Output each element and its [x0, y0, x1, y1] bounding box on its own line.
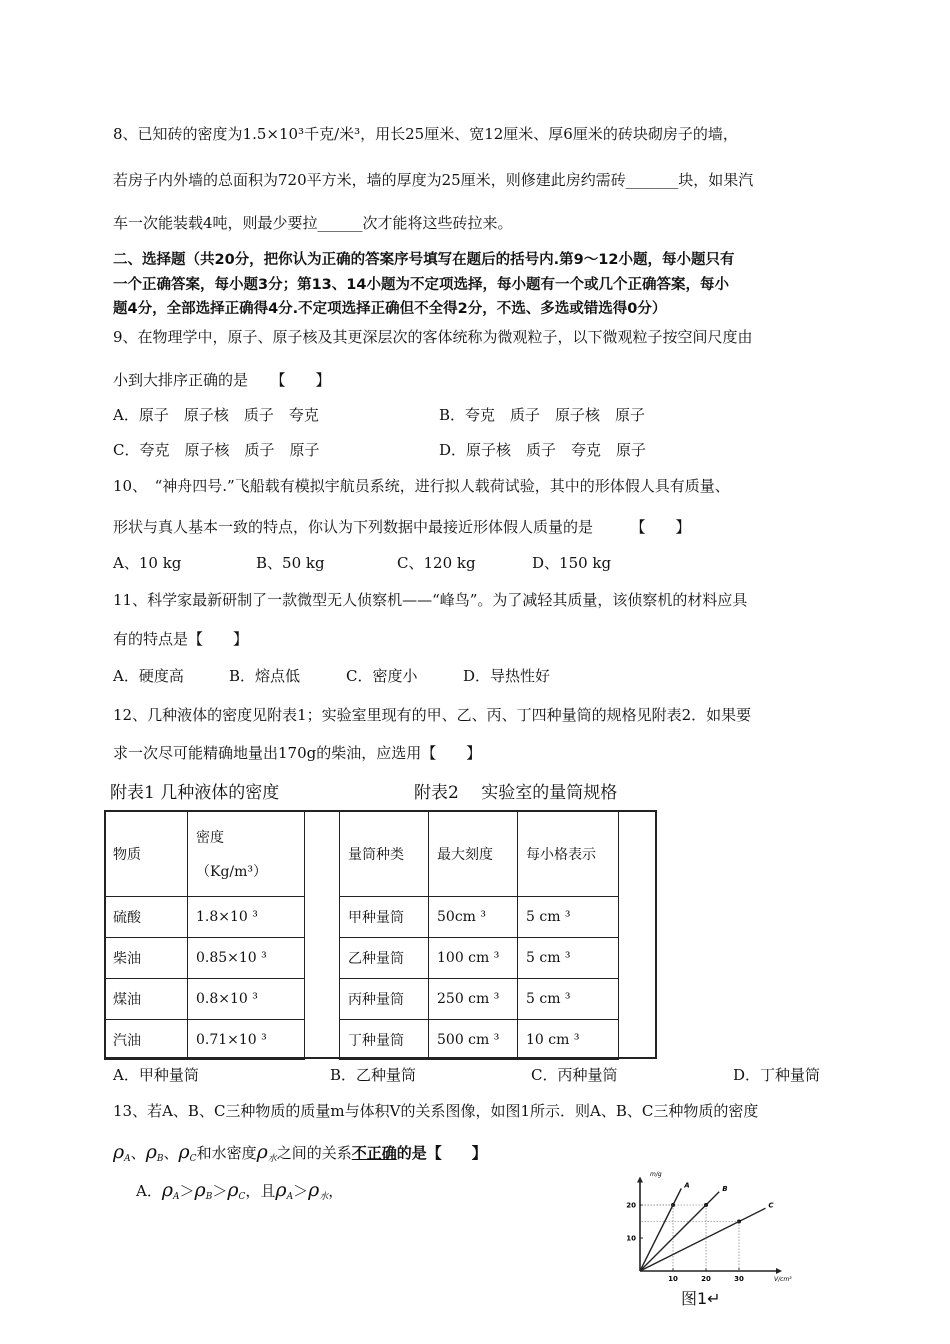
- table2-cell: 10 cm ³: [518, 1020, 619, 1060]
- greater-than: ＞: [212, 1182, 228, 1200]
- subscript-water: 水: [267, 1154, 277, 1164]
- table2-header-division: 每小格表示: [518, 811, 619, 897]
- q8-line1: 8、已知砖的密度为1.5×10³千克/米³，用长25厘米、宽12厘米、厚6厘米的砖块砌房子的墙，: [113, 125, 738, 143]
- table1-cell: 1.8×10 ³: [188, 897, 305, 938]
- rho-symbol: ρ: [256, 1141, 268, 1163]
- separator: 、: [130, 1144, 146, 1162]
- subscript-b: B: [156, 1154, 164, 1164]
- q13-option-a: [136, 1180, 343, 1207]
- series-line-a: [640, 1189, 681, 1272]
- q9-option-d: D．原子核 质子 夸克 原子: [439, 441, 647, 459]
- rho-symbol: ρ: [178, 1141, 190, 1163]
- q10-line1: 10、 “神舟四号.”飞船载有模拟宇航员系统，进行拟人载荷试验，其中的形体假人具有质量、: [113, 477, 730, 495]
- q12-option-d: D．丁种量筒: [733, 1066, 821, 1084]
- table1-cell: 0.85×10 ³: [188, 938, 305, 979]
- x-axis-arrow: [776, 1268, 782, 1274]
- table-row: [340, 938, 619, 979]
- table-row: [340, 1020, 619, 1060]
- table1-cell: 柴油: [105, 938, 188, 979]
- table2-header-max: 最大刻度: [429, 811, 518, 897]
- q11-option-c: C．密度小: [346, 667, 418, 685]
- table-row: [105, 1020, 305, 1060]
- table-row: [340, 979, 619, 1020]
- q11-option-d: D．导热性好: [463, 667, 551, 685]
- option-prefix: A．: [136, 1182, 162, 1200]
- q10-line2: 形状与真人基本一致的特点，你认为下列数据中最接近形体假人质量的是 【 】: [113, 518, 691, 536]
- table2-cell: 乙种量筒: [340, 938, 429, 979]
- q12-line2: 求一次尽可能精确地量出170g的柴油，应选用【 】: [113, 744, 482, 762]
- table2-cell: 5 cm ³: [518, 979, 619, 1020]
- density-table: [104, 810, 305, 1060]
- section2-line2: 一个正确答案，每小题3分；第13、14小题为不定项选择，每小题有一个或几个正确答案，每小: [113, 277, 729, 293]
- q9-option-c: C．夸克 原子核 质子 原子: [113, 441, 320, 459]
- q11-option-b: B．熔点低: [229, 667, 301, 685]
- table1-header-density: [188, 811, 305, 897]
- section2-line1: 二、选择题（共20分，把你认为正确的答案序号填写在题后的括号内.第9～12小题，每小题只有: [113, 252, 735, 268]
- option-mid: ，且: [245, 1182, 276, 1200]
- table1-cell: 汽油: [105, 1020, 188, 1060]
- series-label-b: B: [722, 1184, 728, 1193]
- q13-line1: 13、若A、B、C三种物质的质量m与体积V的关系图像，如图1所示．则A、B、C三种物质的密度: [113, 1102, 759, 1120]
- table2-cell: 丙种量筒: [340, 979, 429, 1020]
- rho-symbol: ρ: [113, 1141, 125, 1163]
- q8-line3: 车一次能装载4吨，则最少要拉______次才能将这些砖拉来。: [113, 214, 513, 232]
- y-axis-arrow: [637, 1177, 643, 1183]
- x-tick-label: 30: [734, 1275, 744, 1283]
- x-tick-label: 20: [701, 1275, 711, 1283]
- chart-axes: [637, 1177, 782, 1275]
- q12-option-a: A．甲种量筒: [113, 1066, 199, 1084]
- q11-line1: 11、科学家最新研制了一款微型无人侦察机——“峰鸟”。为了减轻其质量，该侦察机的材料应具: [113, 591, 748, 609]
- table-row: [105, 938, 305, 979]
- y-axis-label: m/g: [650, 1171, 662, 1178]
- table2-cell: 250 cm ³: [429, 979, 518, 1020]
- q11-option-a: A．硬度高: [113, 667, 184, 685]
- rho-symbol: ρ: [145, 1141, 157, 1163]
- table1-cell: 硫酸: [105, 897, 188, 938]
- separator: 、: [163, 1144, 179, 1162]
- table2-header-type: 量筒种类: [340, 811, 429, 897]
- table2-title: 附表2 实验室的量筒规格: [414, 783, 618, 803]
- subscript-b: B: [205, 1192, 213, 1202]
- table-row: [340, 897, 619, 938]
- q13-line2-tail: 的是【 】: [396, 1144, 487, 1162]
- q13-line2-mid: 和水密度: [196, 1144, 257, 1162]
- x-axis-label: V/cm³: [774, 1276, 792, 1283]
- table-row: [105, 897, 305, 938]
- subscript-a: A: [286, 1192, 294, 1202]
- table2-cell: 甲种量筒: [340, 897, 429, 938]
- q8-line2: 若房子内外墙的总面积为720平方米，墙的厚度为25厘米，则修建此房约需砖_______块，如果汽: [113, 171, 754, 189]
- table1-cell: 煤油: [105, 979, 188, 1020]
- q12-line1: 12、几种液体的密度见附表1；实验室里现有的甲、乙、丙、丁四种量筒的规格见附表2．如果要: [113, 706, 752, 724]
- table-row: [105, 979, 305, 1020]
- subscript-water: 水: [319, 1192, 329, 1202]
- series-label-c: C: [768, 1201, 774, 1210]
- q9-option-a: A．原子 原子核 质子 夸克: [113, 406, 319, 424]
- table2-cell: 5 cm ³: [518, 938, 619, 979]
- rho-symbol: ρ: [227, 1179, 239, 1201]
- q12-option-b: B．乙种量筒: [330, 1066, 417, 1084]
- table2-cell: 500 cm ³: [429, 1020, 518, 1060]
- table1-cell: 0.71×10 ³: [188, 1020, 305, 1060]
- table1-header-density-label: 密度: [196, 829, 224, 846]
- q13-line2: [113, 1142, 487, 1169]
- section2-line3: 题4分，全部选择正确得4分.不定项选择正确但不全得2分，不选、多选或错选得0分）: [113, 301, 667, 317]
- table1-title: 附表1 几种液体的密度: [110, 783, 280, 803]
- underlined-word: 不正确: [351, 1144, 397, 1162]
- q10-option-c: C、120 kg: [397, 554, 476, 572]
- q9-option-b: B．夸克 质子 原子核 原子: [439, 406, 646, 424]
- q10-option-a: A、10 kg: [113, 554, 182, 572]
- y-tick-label: 10: [626, 1234, 636, 1243]
- chart-series-group: [640, 1189, 765, 1272]
- table1-header-substance: 物质: [105, 811, 188, 897]
- table2-cell: 5 cm ³: [518, 897, 619, 938]
- table2-cell: 丁种量筒: [340, 1020, 429, 1060]
- q10-option-b: B、50 kg: [256, 554, 325, 572]
- figure-caption: 图1↵: [681, 1289, 721, 1308]
- rho-symbol: ρ: [275, 1179, 287, 1201]
- rho-symbol: ρ: [161, 1179, 174, 1201]
- subscript-a: A: [124, 1154, 131, 1164]
- x-tick-label: 10: [668, 1275, 678, 1283]
- table1-cell: 0.8×10 ³: [188, 979, 305, 1020]
- option-end: ，: [328, 1182, 344, 1200]
- subscript-c: C: [189, 1154, 197, 1164]
- q9-line1: 9、在物理学中，原子、原子核及其更深层次的客体统称为微观粒子，以下微观粒子按空间尺度由: [113, 328, 753, 346]
- y-tick-label: 20: [626, 1201, 636, 1210]
- q13-line2-end: 之间的关系: [276, 1144, 352, 1162]
- mass-volume-chart: [620, 1168, 795, 1288]
- q12-option-c: C．丙种量筒: [531, 1066, 618, 1084]
- q9-line2: 小到大排序正确的是 【 】: [113, 371, 331, 389]
- cylinder-table: [339, 810, 619, 1060]
- subscript-a: A: [173, 1192, 180, 1202]
- q10-option-d: D、150 kg: [532, 554, 612, 572]
- table1-header-unit: （Kg/m³）: [196, 863, 268, 880]
- rho-symbol: ρ: [308, 1179, 320, 1201]
- table2-cell: 50cm ³: [429, 897, 518, 938]
- subscript-c: C: [238, 1192, 246, 1202]
- greater-than: ＞: [179, 1182, 195, 1200]
- rho-symbol: ρ: [194, 1179, 206, 1201]
- greater-than: ＞: [293, 1182, 309, 1200]
- q11-line2: 有的特点是【 】: [113, 630, 249, 648]
- series-line-c: [640, 1208, 765, 1271]
- table2-cell: 100 cm ³: [429, 938, 518, 979]
- series-label-a: A: [684, 1181, 690, 1190]
